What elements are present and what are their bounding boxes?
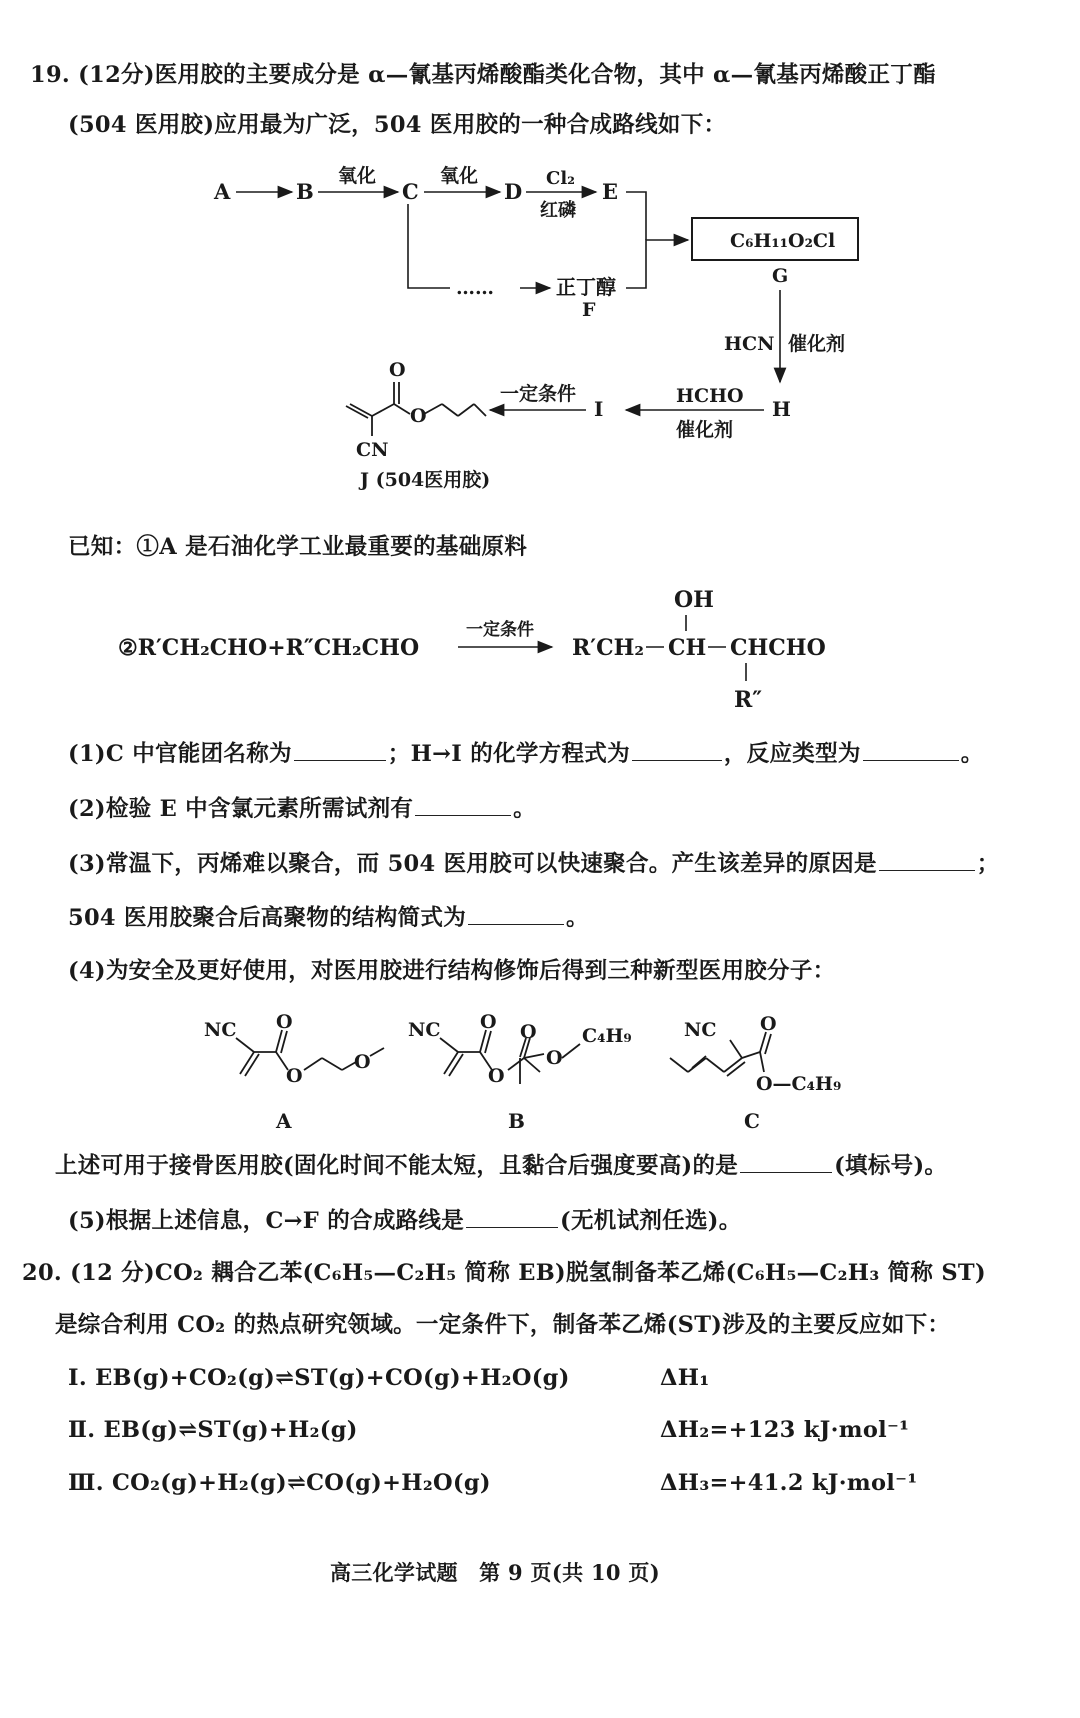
known-product-p1: R′CH₂ xyxy=(572,635,645,661)
node-H: H xyxy=(772,397,791,421)
molecule-c-o2: O—C₄H₉ xyxy=(756,1073,842,1095)
node-D: D xyxy=(504,179,523,204)
molecule-b-c4h9: C₄H₉ xyxy=(582,1025,632,1047)
known-product-oh: OH xyxy=(674,587,714,613)
known-product-p2: CH xyxy=(668,635,707,661)
q1-text-d: 。 xyxy=(960,741,984,767)
molecule-a-o2: O xyxy=(286,1065,303,1087)
node-C: C xyxy=(402,179,419,204)
j-carbonyl-o: O xyxy=(389,359,406,381)
question-3-line2 xyxy=(68,902,589,933)
q1-blank-2[interactable] xyxy=(632,738,722,761)
molecule-a-nc: NC xyxy=(204,1019,237,1041)
reaction-3: Ⅲ. CO₂(g)+H₂(g)⇌CO(g)+H₂O(g) xyxy=(68,1470,491,1496)
q2-text-b: 。 xyxy=(513,796,536,822)
question-5 xyxy=(68,1205,742,1236)
reaction-2-dh: ΔH₂=+123 kJ·mol⁻¹ xyxy=(660,1417,910,1443)
question-4b xyxy=(55,1150,947,1181)
known-reaction-lhs: ②R′CH₂CHO+R″CH₂CHO xyxy=(118,635,420,661)
q1-blank-3[interactable] xyxy=(863,738,959,761)
q5-text-b: (无机试剂任选)。 xyxy=(560,1208,742,1234)
molecule-b-o3: O xyxy=(520,1021,537,1043)
node-A: A xyxy=(214,179,231,204)
molecule-b-nc: NC xyxy=(408,1019,441,1041)
reaction-1: Ⅰ. EB(g)+CO₂(g)⇌ST(g)+CO(g)+H₂O(g) xyxy=(68,1365,570,1391)
known-product-p3: CHCHO xyxy=(730,635,826,661)
q1-text-c: ，反应类型为 xyxy=(723,741,861,767)
q3-blank-1[interactable] xyxy=(879,848,975,871)
hcho-label: HCHO xyxy=(676,385,744,407)
molecule-b-label: B xyxy=(508,1109,525,1133)
question-4: (4)为安全及更好使用，对医用胶进行结构修饰后得到三种新型医用胶分子： xyxy=(68,958,836,984)
known-reaction-condition: 一定条件 xyxy=(466,620,534,640)
reaction-1-dh: ΔH₁ xyxy=(660,1365,710,1391)
known-1: 已知：①A 是石油化学工业最重要的基础原料 xyxy=(68,534,528,560)
butanol-label: 正丁醇 xyxy=(556,275,616,299)
node-F: F xyxy=(582,299,596,321)
catalyst-label-1: 催化剂 xyxy=(788,333,846,355)
known-product-r2: R″ xyxy=(734,687,763,713)
cl2-label: Cl₂ xyxy=(546,168,576,189)
molecule-a-o3: O xyxy=(354,1051,371,1073)
q1-text-a: (1)C 中官能团名称为 xyxy=(68,741,292,767)
q20-line2: 是综合利用 CO₂ 的热点研究领域。一定条件下，制备苯乙烯(ST)涉及的主要反应如下： xyxy=(55,1312,951,1338)
q1-text-b: ；H→I 的化学方程式为 xyxy=(387,741,630,767)
q5-text-a: (5)根据上述信息，C→F 的合成路线是 xyxy=(68,1208,465,1234)
dots: …… xyxy=(456,277,494,299)
condition-label: 一定条件 xyxy=(500,383,577,405)
q3-text-c: 504 医用胶聚合后高聚物的结构简式为 xyxy=(68,905,467,931)
page-footer: 高三化学试题 第 9 页(共 10 页) xyxy=(330,1560,660,1585)
molecule-a-label: A xyxy=(276,1109,292,1133)
reaction-2: Ⅱ. EB(g)⇌ST(g)+H₂(g) xyxy=(68,1417,358,1443)
molecule-a-o1: O xyxy=(276,1011,293,1033)
q4b-text-a: 上述可用于接骨医用胶(固化时间不能太短，且黏合后强度要高)的是 xyxy=(55,1153,739,1179)
molecule-c-nc: NC xyxy=(684,1019,717,1041)
synthesis-scheme xyxy=(0,160,1080,500)
question-1 xyxy=(68,738,984,769)
q2-text-a: (2)检验 E 中含氯元素所需试剂有 xyxy=(68,796,414,822)
q4b-blank[interactable] xyxy=(740,1150,832,1173)
q3-text-a: (3)常温下，丙烯难以聚合，而 504 医用胶可以快速聚合。产生该差异的原因是 xyxy=(68,851,877,877)
q20-line1: 20. (12 分)CO₂ 耦合乙苯(C₆H₅—C₂H₅ 简称 EB)脱氢制备苯乙烯(C₆H₅—C₂H₃ 简称 ST) xyxy=(22,1260,986,1286)
red-phosphorus-label: 红磷 xyxy=(540,200,576,221)
j-cn: CN xyxy=(356,439,389,461)
q5-blank[interactable] xyxy=(466,1205,558,1228)
molecule-c-o1: O xyxy=(760,1013,777,1035)
q2-blank[interactable] xyxy=(415,793,511,816)
g-formula: C₆H₁₁O₂Cl xyxy=(730,230,836,252)
known-reaction xyxy=(0,585,1080,715)
question-3-line1 xyxy=(68,848,1000,879)
modified-molecules xyxy=(0,998,1080,1138)
node-E: E xyxy=(602,179,619,204)
oxidation-label-1: 氧化 xyxy=(338,165,377,187)
molecule-c-label: C xyxy=(744,1109,760,1133)
hcn-label: HCN xyxy=(724,333,775,355)
node-I: I xyxy=(594,397,604,421)
q3-text-b: ； xyxy=(976,851,1000,877)
q4b-text-b: (填标号)。 xyxy=(834,1153,948,1179)
q3-text-d: 。 xyxy=(566,905,589,931)
molecule-b-o1: O xyxy=(480,1011,497,1033)
molecule-b-o4: O xyxy=(546,1047,563,1069)
oxidation-label-2: 氧化 xyxy=(440,165,479,187)
j-label: J (504医用胶) xyxy=(360,469,491,491)
reaction-3-dh: ΔH₃=+41.2 kJ·mol⁻¹ xyxy=(660,1470,918,1496)
question-2 xyxy=(68,793,536,824)
q1-blank-1[interactable] xyxy=(294,738,386,761)
q19-header: 19. (12分)医用胶的主要成分是 α—氰基丙烯酸酯类化合物，其中 α—氰基丙烯酸正丁酯 xyxy=(30,62,936,88)
node-B: B xyxy=(296,179,314,204)
molecule-b-o2: O xyxy=(488,1065,505,1087)
q19-header-line2: (504 医用胶)应用最为广泛，504 医用胶的一种合成路线如下： xyxy=(68,112,727,138)
node-G: G xyxy=(772,265,789,287)
q3-blank-2[interactable] xyxy=(468,902,564,925)
catalyst-label-2: 催化剂 xyxy=(676,419,734,441)
j-ester-o: O xyxy=(410,405,427,427)
